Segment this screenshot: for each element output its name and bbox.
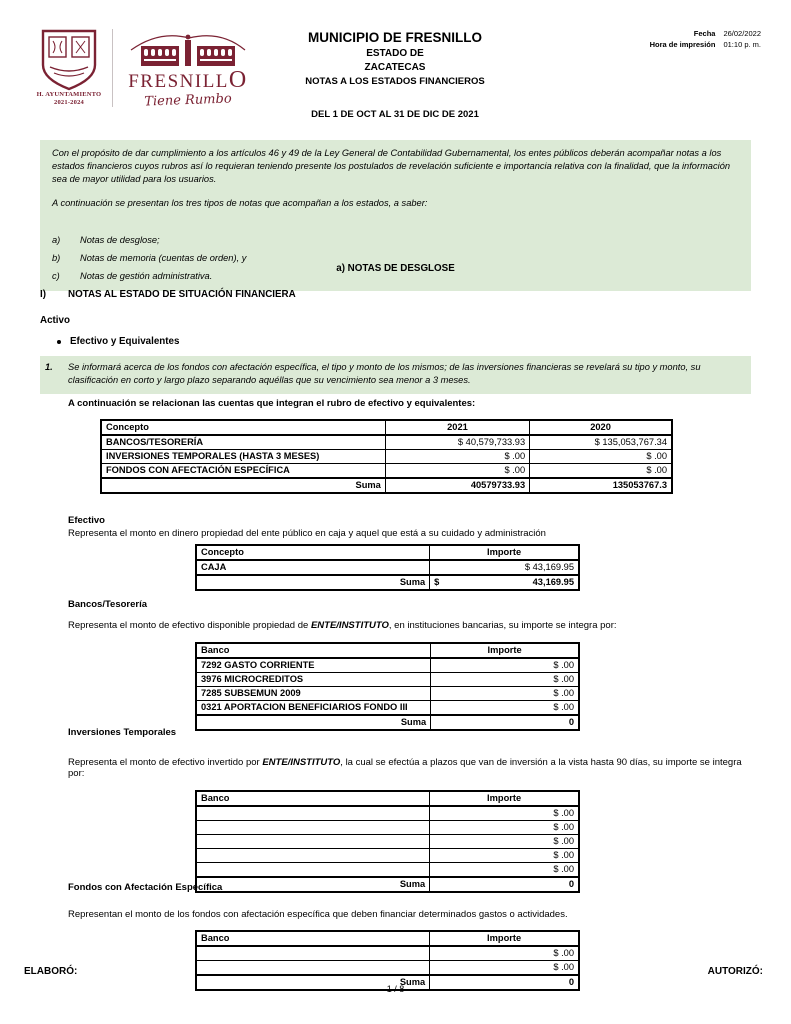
inversiones-table bbox=[195, 790, 580, 893]
table-row: BANCOS/TESORERÍA $ 40,579,733.93 $ 135,053,767.34 bbox=[101, 435, 672, 450]
inversiones-description: Representa el monto de efectivo invertido por ENTE/INSTITUTO, la cual se efectúa a plazos que van de inversión a la vista hasta 90 días, su importe se integra por: bbox=[68, 757, 742, 779]
activo-heading: Activo bbox=[40, 315, 70, 326]
intro-paragraph-2: A continuación se presentan los tres tipos de notas que acompañan a los estados, a saber: bbox=[52, 198, 428, 209]
list-item: c) Notas de gestión administrativa. bbox=[52, 270, 213, 281]
table-row: $ .00 bbox=[196, 961, 579, 976]
table-suma-row: Suma 0 bbox=[196, 877, 579, 892]
brand-slogan: Tiene Rumbo bbox=[144, 91, 232, 110]
logo-divider bbox=[112, 29, 113, 107]
autorizo-label: AUTORIZÓ: bbox=[707, 966, 763, 977]
fondos-table bbox=[195, 930, 580, 991]
table-suma-row: Suma 0 bbox=[196, 715, 579, 730]
table-row: 0321 APORTACION BENEFICIARIOS FONDO III $ .00 bbox=[196, 701, 579, 716]
report-period: DEL 1 DE OCT AL 31 DE DIC DE 2021 bbox=[311, 109, 479, 120]
table-header-row: Banco Importe bbox=[196, 643, 579, 658]
col-2020: 2020 bbox=[530, 420, 672, 435]
fondos-description: Representan el monto de los fondos con afectación específica que deben financiar determinados gastos o actividades. bbox=[68, 909, 568, 920]
efectivo-equivalentes-heading: Efectivo y Equivalentes bbox=[57, 336, 179, 347]
ente-instituto-label: ENTE/INSTITUTO bbox=[310, 620, 389, 631]
doc-type: NOTAS A LOS ESTADOS FINANCIEROS bbox=[305, 76, 485, 87]
note1-highlight-box bbox=[40, 356, 751, 394]
state-line1: ESTADO DE bbox=[366, 48, 424, 59]
table-row: FONDOS CON AFECTACIÓN ESPECÍFICA $ .00 $ .00 bbox=[101, 464, 672, 479]
inversiones-subtitle: Inversiones Temporales bbox=[68, 727, 177, 738]
efectivo-subtitle: Efectivo bbox=[68, 515, 105, 526]
notes-type-list bbox=[52, 234, 739, 282]
fondos-subtitle: Fondos con Afectación Específica bbox=[68, 882, 223, 893]
efectivo-equivalentes-table bbox=[100, 419, 673, 494]
title-block bbox=[250, 30, 540, 120]
crest-shield-icon bbox=[36, 29, 102, 91]
table-suma-row: Suma 0 bbox=[196, 975, 579, 990]
section-title-desglose: a) NOTAS DE DESGLOSE bbox=[336, 263, 455, 274]
table-row: CAJA $ 43,169.95 bbox=[196, 560, 579, 575]
crest-caption-line1: H. AYUNTAMIENTO bbox=[36, 90, 102, 98]
fecha-label: Fecha bbox=[693, 29, 716, 38]
table-row: $ .00 bbox=[196, 821, 579, 835]
page-number: 1 / 8 bbox=[386, 984, 405, 994]
table-header-row: Banco Importe bbox=[196, 791, 579, 806]
skyline-icon bbox=[123, 28, 253, 68]
bancos-description: Representa el monto de efectivo disponible propiedad de ENTE/INSTITUTO, en instituciones bancarias, su importe se integra por: bbox=[68, 620, 617, 631]
hora-label: Hora de impresión bbox=[649, 40, 716, 50]
crest-caption-line2: 2021-2024 bbox=[54, 99, 84, 106]
ayuntamiento-crest bbox=[36, 29, 102, 107]
page-title: MUNICIPIO DE FRESNILLO bbox=[307, 30, 482, 45]
table-row: $ .00 bbox=[196, 863, 579, 878]
table-header-row bbox=[101, 420, 672, 435]
print-meta bbox=[650, 28, 761, 51]
section-heading-situacion: I) NOTAS AL ESTADO DE SITUACIÓN FINANCIERA bbox=[40, 289, 296, 300]
efectivo-description: Representa el monto en dinero propiedad del ente público en caja y aquel que está a su cuidado y administración bbox=[68, 528, 546, 539]
note-text: Se informará acerca de los fondos con afectación específica, el tipo y monto de los mismos; de las inversiones financieras se revelará su tipo y monto, su clasificación en corto y largo plazo separando aquéllas que su vencimiento sea menor a 3 meses. bbox=[68, 362, 701, 386]
intro-paragraph-1: Con el propósito de dar cumplimiento a los artículos 46 y 49 de la Ley General de Contabilidad Gubernamental, los entes públicos deberán acompañar notas a los estados financieros cuyos rubros así lo requieran teniendo presente los postulados de revelación suficiente e importancia relativa con la finalidad, que la información sea de mayor utilidad para los usuarios. bbox=[52, 148, 731, 184]
table-header-row: Banco Importe bbox=[196, 931, 579, 946]
table-row: 7292 GASTO CORRIENTE $ .00 bbox=[196, 658, 579, 673]
table-row: 3976 MICROCREDITOS $ .00 bbox=[196, 673, 579, 687]
table-row: $ .00 bbox=[196, 849, 579, 863]
table-suma-row: Suma 40579733.93 135053767.3 bbox=[101, 478, 672, 493]
table-header-row: Concepto Importe bbox=[196, 545, 579, 560]
document-header bbox=[0, 26, 791, 138]
table-row: $ .00 bbox=[196, 806, 579, 821]
table-suma-row: Suma $ 43,169.95 bbox=[196, 575, 579, 590]
logo-group bbox=[36, 28, 253, 108]
ente-instituto-label: ENTE/INSTITUTO bbox=[262, 757, 341, 768]
note-number: 1. bbox=[45, 362, 53, 372]
col-2021: 2021 bbox=[385, 420, 529, 435]
list-item: a) Notas de desglose; bbox=[52, 235, 160, 246]
bancos-table bbox=[195, 642, 580, 731]
bullet-icon bbox=[57, 340, 61, 344]
fecha-value: 26/02/2022 bbox=[723, 29, 761, 38]
state-line2: ZACATECAS bbox=[364, 62, 426, 73]
list-item: b) Notas de memoria (cuentas de orden), y bbox=[52, 253, 247, 264]
fresnillo-logo bbox=[123, 28, 253, 108]
brand-wordmark: FRESNILLO bbox=[128, 67, 248, 93]
table-row: INVERSIONES TEMPORALES (HASTA 3 MESES) $ .00 $ .00 bbox=[101, 450, 672, 464]
bancos-subtitle: Bancos/Tesorería bbox=[68, 599, 148, 610]
table1-lead-text: A continuación se relacionan las cuentas que integran el rubro de efectivo y equivalentes: bbox=[68, 398, 476, 409]
elaboro-label: ELABORÓ: bbox=[24, 966, 78, 977]
table-row: $ .00 bbox=[196, 946, 579, 961]
hora-value: 01:10 p. m. bbox=[723, 40, 761, 50]
table-row: 7285 SUBSEMUN 2009 $ .00 bbox=[196, 687, 579, 701]
caja-table bbox=[195, 544, 580, 591]
table-row: $ .00 bbox=[196, 835, 579, 849]
col-concepto: Concepto bbox=[101, 420, 385, 435]
